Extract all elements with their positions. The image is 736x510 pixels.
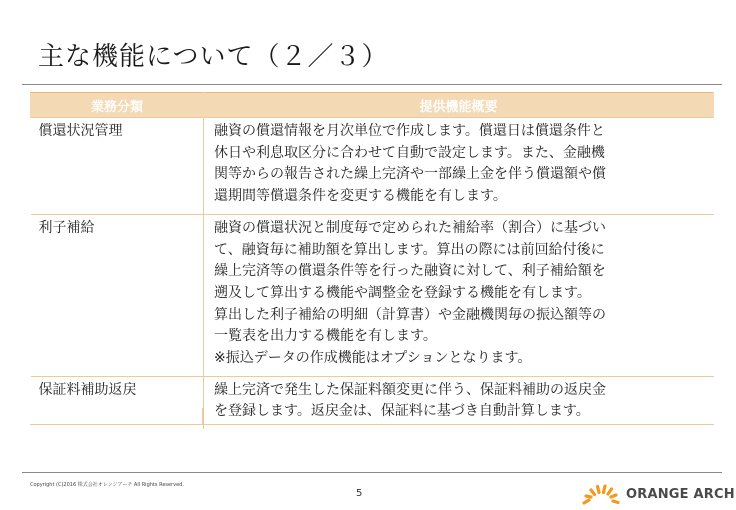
- header-category: 業務分類: [31, 93, 204, 118]
- row-description: [204, 118, 714, 215]
- description-line: 関等からの報告された繰上完済や一部繰上金を伴う償還額や償: [214, 166, 606, 183]
- function-table: [30, 92, 714, 429]
- description-line: て、融資毎に補助額を算出します。算出の際には前回給付後に: [214, 241, 605, 258]
- row-category: 償還状況管理: [31, 118, 204, 215]
- row-description: [204, 376, 714, 429]
- table-row: [31, 376, 714, 429]
- description-line: ※振込データの作成機能はオプションとなります。: [214, 350, 532, 367]
- table-column-divider: [202, 408, 203, 425]
- company-logo: [580, 482, 735, 506]
- row-description: [204, 214, 714, 376]
- description-line: 休日や利息取区分に合わせて自動で設定します。また、金融機: [214, 144, 605, 161]
- description-line: 繰上完済等の償還条件等を行った融資に対して、利子補給額を: [214, 263, 606, 280]
- table-row: [31, 214, 714, 376]
- row-category: 保証料補助返戻: [31, 376, 204, 429]
- sunburst-arch-icon: [580, 483, 620, 505]
- description-line: 遡及して算出する機能や調整金を登録する機能を有します。: [214, 284, 591, 301]
- description-line: 算出した利子補給の明細（計算書）や金融機関毎の振込額等の: [214, 306, 606, 323]
- copyright-text: Copyright (C)2016 株式会社オレンジアーチ All Rights Reserved.: [30, 482, 184, 488]
- page-number: 5: [356, 488, 363, 499]
- table-header-row: [31, 93, 714, 118]
- row-category: 利子補給: [31, 214, 204, 376]
- table-row: [31, 118, 714, 215]
- table-bottom-border: [30, 424, 714, 425]
- description-line: 融資の償還状況と制度毎で定められた補給率（割合）に基づい: [214, 219, 606, 236]
- logo-text: ORANGE ARCH: [626, 486, 735, 502]
- footer-divider: [22, 472, 722, 473]
- description-line: 一覧表を出力する機能を有します。: [214, 328, 437, 345]
- description-line: 融資の償還情報を月次単位で作成します。償還日は償還条件と: [214, 123, 605, 139]
- description-line: 繰上完済で発生した保証料額変更に伴う、保証料補助の返戻金: [214, 381, 606, 398]
- title-divider: [22, 84, 722, 85]
- header-description: 提供機能概要: [204, 93, 714, 118]
- description-line: 還期間等償還条件を変更する機能を有します。: [214, 188, 507, 205]
- slide-title: 主な機能について（２／３）: [38, 42, 389, 72]
- description-line: を登録します。返戻金は、保証料に基づき自動計算します。: [214, 403, 590, 420]
